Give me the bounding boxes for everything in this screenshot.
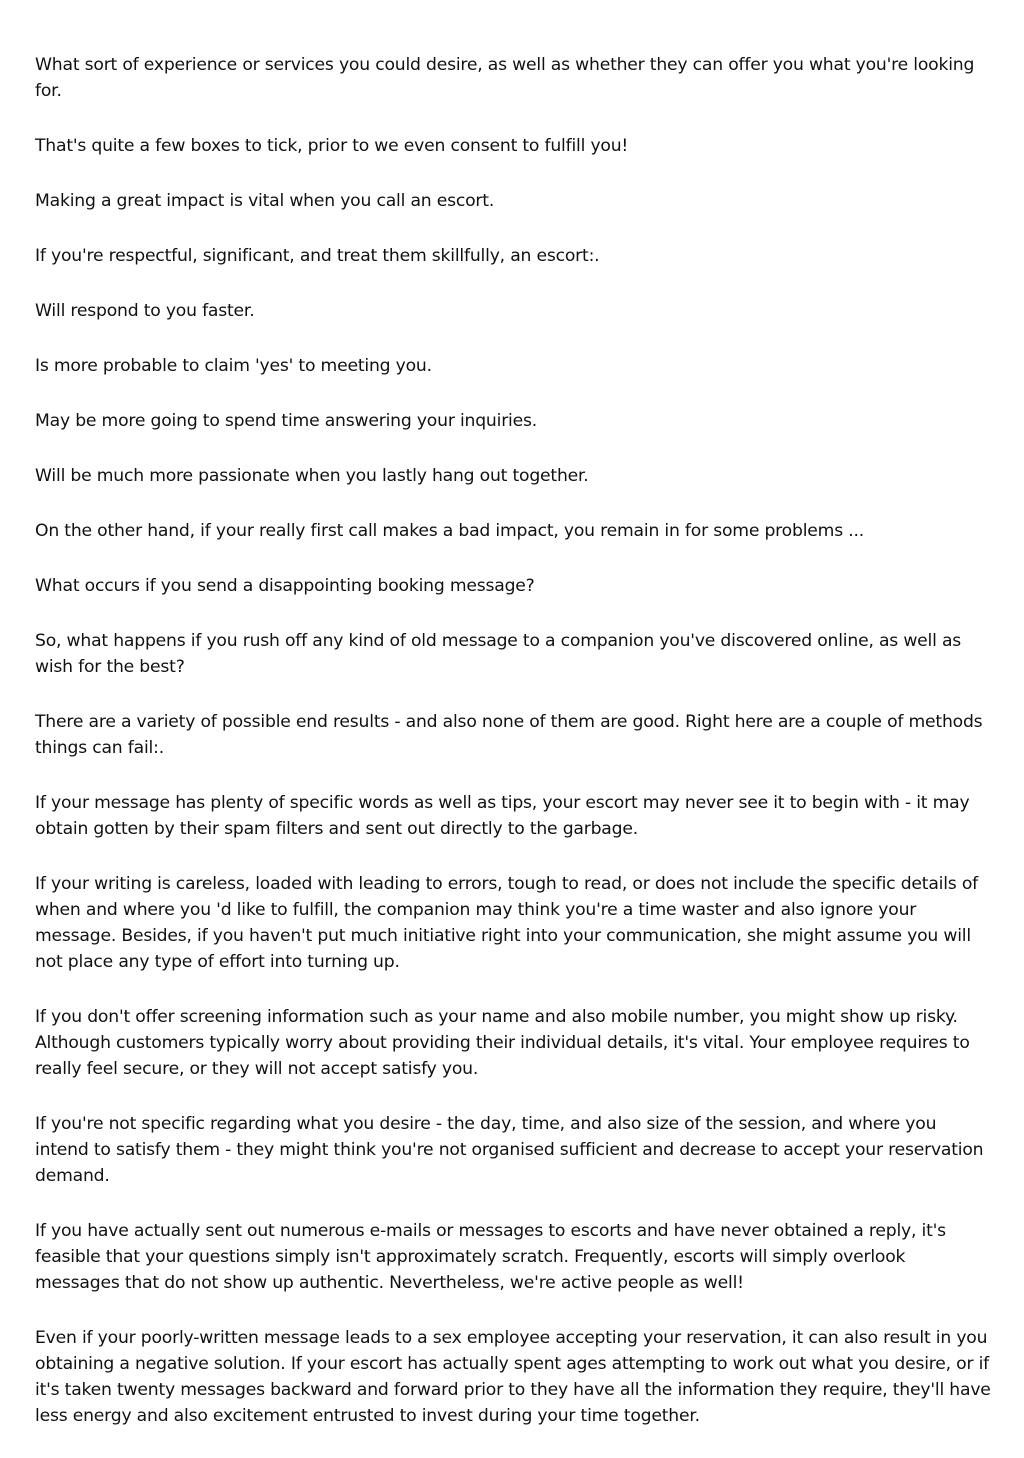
document-body [35,52,995,1458]
list-item: Is more probable to claim 'yes' to meeting you. [35,356,432,376]
paragraph: If you have actually sent out numerous e-mails or messages to escorts and have never obtained a reply, it's feasible that your questions simply isn't approximately scratch. Frequently, escorts will simply overlook messages that do not show up authentic. Nevertheless, we're active people as well! [35,1221,946,1293]
paragraph: If you're respectful, significant, and treat them skillfully, an escort:. [35,246,600,266]
paragraph: There are a variety of possible end results - and also none of them are good. Right here are a couple of methods things can fail:. [35,712,983,758]
paragraph: What sort of experience or services you could desire, as well as whether they can offer you what you're looking for. [35,55,975,101]
paragraph: If you're not specific regarding what you desire - the day, time, and also size of the session, and where you intend to satisfy them - they might think you're not organised sufficient and decrease to accept your reservation demand. [35,1114,984,1186]
list-item: Will respond to you faster. [35,301,255,321]
paragraph: That's quite a few boxes to tick, prior to we even consent to fulfill you! [35,136,629,156]
paragraph: If your writing is careless, loaded with leading to errors, tough to read, or does not include the specific details of when and where you 'd like to fulfill, the companion may think you're a time waster and also ignore your message. Besides, if you haven't put much initiative right into your communication, she might assume you will not place any type of effort into turning up. [35,874,978,972]
paragraph: On the other hand, if your really first call makes a bad impact, you remain in for some problems ... [35,521,865,541]
paragraph: So, what happens if you rush off any kind of old message to a companion you've discovered online, as well as wish for the best? [35,631,962,677]
paragraph: Making a great impact is vital when you call an escort. [35,191,495,211]
list-item: Will be much more passionate when you lastly hang out together. [35,466,589,486]
paragraph: If your message has plenty of specific words as well as tips, your escort may never see it to begin with - it may obtain gotten by their spam filters and sent out directly to the garbage. [35,793,970,839]
list-item: May be more going to spend time answering your inquiries. [35,411,538,431]
paragraph: If you don't offer screening information such as your name and also mobile number, you might show up risky. Although customers typically worry about providing their individual details, it's vital. Your employee requires to really feel secure, or they will not accept satisfy you. [35,1007,970,1079]
paragraph: Even if your poorly-written message leads to a sex employee accepting your reservation, it can also result in you obtaining a negative solution. If your escort has actually spent ages attempting to work out what you desire, or if it's taken twenty messages backward and forward prior to they have all the information they require, they'll have less energy and also excitement entrusted to invest during your time together. [35,1328,991,1426]
section-heading: What occurs if you send a disappointing booking message? [35,576,535,596]
